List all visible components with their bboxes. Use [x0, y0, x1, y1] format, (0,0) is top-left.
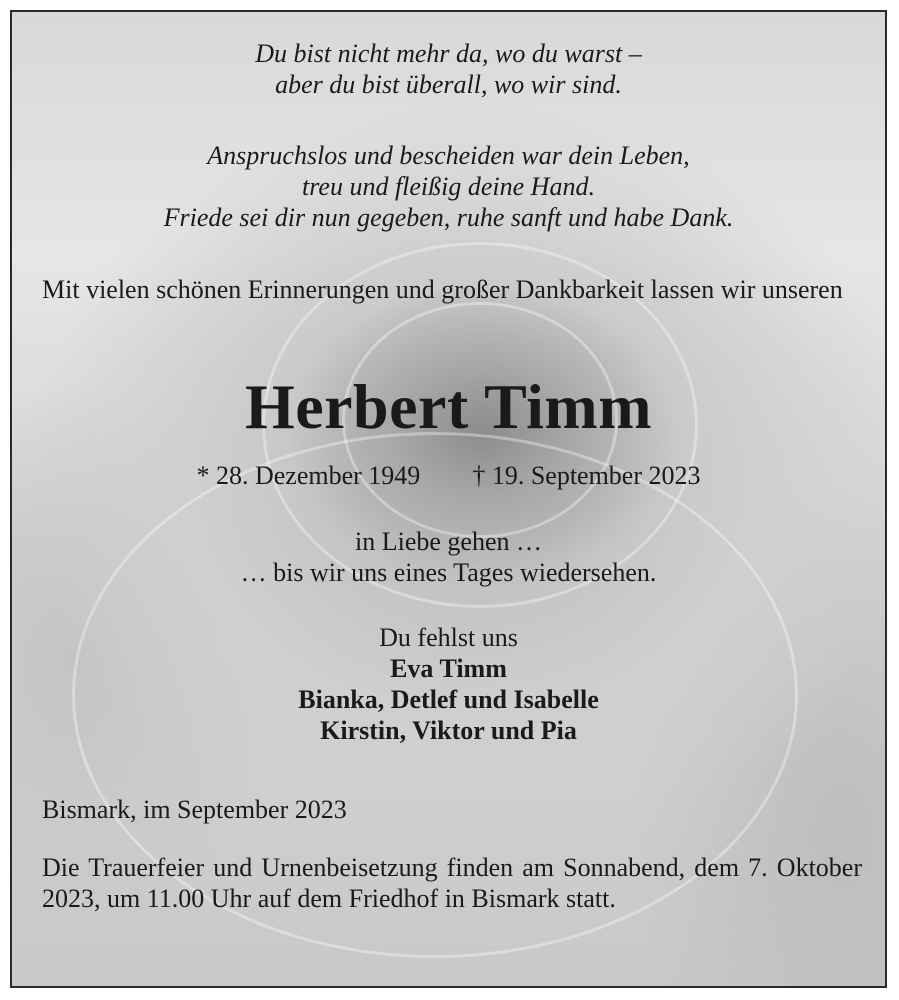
- death-date: † 19. September 2023: [472, 461, 701, 490]
- obituary-notice: [10, 10, 887, 988]
- mourners-block: [12, 622, 885, 746]
- verse-line: treu und fleißig deine Hand.: [302, 172, 595, 201]
- place-date: Bismark, im September 2023: [42, 795, 347, 824]
- verse-line: Du bist nicht mehr da, wo du warst –: [255, 39, 642, 68]
- mourner-name: Kirstin, Viktor und Pia: [320, 716, 577, 745]
- intro-text: Mit vielen schönen Erinnerungen und großer Dankbarkeit lassen wir unseren: [42, 275, 843, 304]
- verse-line: aber du bist überall, wo wir sind.: [275, 70, 622, 99]
- birth-date: * 28. Dezember 1949: [196, 461, 421, 490]
- verse-1: [12, 38, 885, 100]
- life-dates: [12, 460, 885, 491]
- verse-line: Friede sei dir nun gegeben, ruhe sanft und habe Dank.: [163, 203, 734, 232]
- verse-2: [12, 140, 885, 233]
- mourners-intro: Du fehlst uns: [379, 623, 518, 652]
- deceased-name: Herbert Timm: [244, 371, 653, 442]
- farewell-line: … bis wir uns eines Tages wiedersehen.: [240, 558, 657, 587]
- farewell-line: in Liebe gehen …: [355, 527, 542, 556]
- mourner-name: Eva Timm: [390, 654, 507, 683]
- verse-line: Anspruchslos und bescheiden war dein Leben,: [207, 141, 690, 170]
- mourner-name: Bianka, Detlef und Isabelle: [298, 685, 599, 714]
- ceremony-info: Die Trauerfeier und Urnenbeisetzung finden am Sonnabend, dem 7. Oktober 2023, um 11.00 Uhr auf dem Friedhof in Bismark statt.: [42, 853, 862, 913]
- farewell-text: [12, 526, 885, 588]
